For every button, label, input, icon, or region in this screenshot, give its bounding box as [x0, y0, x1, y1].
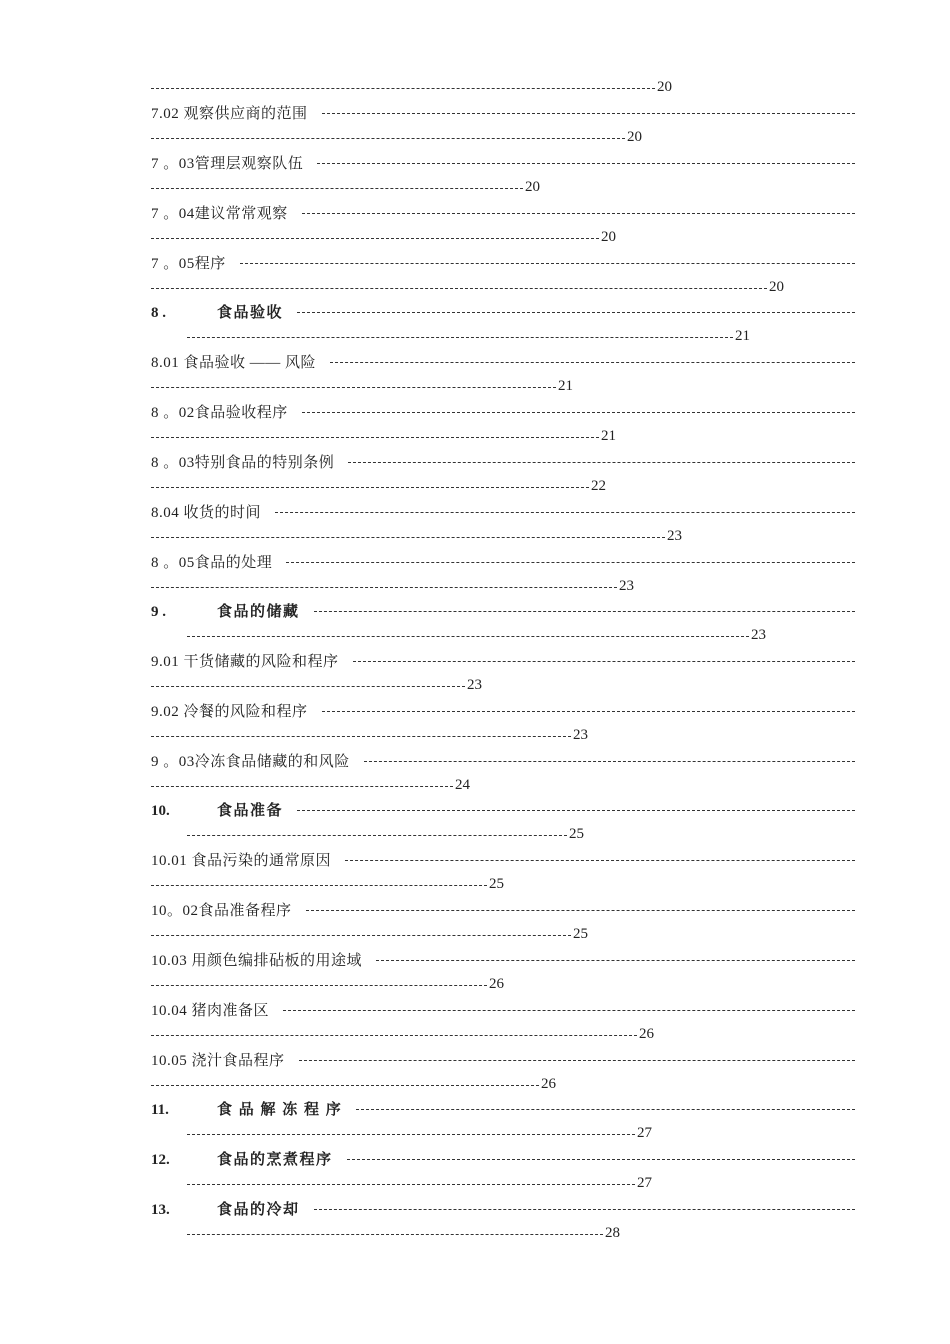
- dot-leader: [330, 362, 855, 363]
- toc-entry-title-line: [151, 1147, 855, 1169]
- page-number: 21: [735, 327, 750, 344]
- dot-leader: [347, 1159, 855, 1160]
- toc-entry-leader-line: [187, 823, 584, 845]
- toc-entry-leader-line: [151, 923, 588, 945]
- section-number: 8 .: [151, 304, 166, 321]
- toc-subsection-entry[interactable]: [151, 151, 855, 201]
- toc-entry-title: 10.04 猪肉准备区: [151, 1002, 270, 1019]
- dot-leader: [151, 537, 665, 538]
- toc-subsection-entry[interactable]: [151, 500, 855, 550]
- toc-entry-leader-line: [151, 226, 616, 248]
- page-number: 23: [667, 527, 682, 544]
- dot-leader: [376, 960, 855, 961]
- toc-entry-title-line: [151, 649, 855, 671]
- dot-leader: [302, 213, 855, 214]
- toc-entry-title: 10.05 浇汁食品程序: [151, 1052, 285, 1069]
- toc-subsection-entry[interactable]: [151, 400, 855, 450]
- dot-leader: [151, 437, 599, 438]
- toc-entry-title: 8.01 食品验收 —— 风险: [151, 354, 317, 371]
- dot-leader: [302, 412, 855, 413]
- dot-leader: [306, 910, 855, 911]
- toc-entry-leader-line: [151, 475, 606, 497]
- toc-entry-title-line: [151, 251, 855, 273]
- toc-section-entry[interactable]: [151, 798, 855, 848]
- page-number: 20: [525, 178, 540, 195]
- section-title: 食品的储藏: [217, 603, 300, 620]
- page-number: 23: [573, 726, 588, 743]
- dot-leader: [314, 1209, 855, 1210]
- dot-leader: [283, 1010, 855, 1011]
- dot-leader: [151, 238, 599, 239]
- toc-entry-title: 9.01 干货储藏的风险和程序: [151, 653, 339, 670]
- toc-entry-leader-line: [187, 325, 750, 347]
- toc-subsection-entry[interactable]: [151, 948, 855, 998]
- dot-leader: [151, 587, 617, 588]
- toc-entry-title-line: [151, 898, 855, 920]
- dot-leader: [151, 786, 453, 787]
- dot-leader: [299, 1060, 855, 1061]
- toc-entry-title: [151, 600, 300, 621]
- toc-entry-title: 8 。03特别食品的特别条例: [151, 454, 335, 471]
- toc-entry-title-line: [151, 500, 855, 522]
- section-number: 13.: [151, 1201, 170, 1218]
- page-number: 24: [455, 776, 470, 793]
- toc-entry-title-line: [151, 1048, 855, 1070]
- toc-entry-title: 8 。02食品验收程序: [151, 404, 288, 421]
- dot-leader: [151, 1035, 637, 1036]
- section-number: 9 .: [151, 603, 166, 620]
- page-number: 20: [601, 228, 616, 245]
- dot-leader: [187, 1184, 635, 1185]
- section-number: 12.: [151, 1151, 170, 1168]
- dot-leader: [240, 263, 855, 264]
- toc-entry-title-line: [151, 1197, 855, 1219]
- dot-leader: [187, 337, 733, 338]
- dot-leader: [317, 163, 855, 164]
- dot-leader: [356, 1109, 855, 1110]
- toc-entry-leader-line: [151, 525, 682, 547]
- toc-entry-leader-line: [151, 973, 504, 995]
- dot-leader: [187, 1234, 603, 1235]
- dot-leader: [187, 636, 749, 637]
- toc-entry-leader-line: [151, 1073, 556, 1095]
- toc-subsection-entry[interactable]: [151, 898, 855, 948]
- section-title: 食品验收: [217, 304, 284, 321]
- toc-subsection-entry[interactable]: [151, 201, 855, 251]
- toc-entry-leader-line: [151, 1023, 654, 1045]
- page-number: 25: [569, 825, 584, 842]
- toc-entry-leader-line: [151, 126, 642, 148]
- dot-leader: [151, 985, 487, 986]
- toc-entry-leader-line: [151, 774, 470, 796]
- dot-leader: [348, 462, 855, 463]
- dot-leader: [151, 736, 571, 737]
- page-number: 21: [601, 427, 616, 444]
- toc-entry-title-line: [151, 400, 855, 422]
- dot-leader: [151, 88, 655, 89]
- toc-entry-title: 9.02 冷餐的风险和程序: [151, 703, 308, 720]
- page-number: 20: [657, 78, 672, 95]
- toc-subsection-entry[interactable]: [151, 1048, 855, 1098]
- dot-leader: [151, 885, 487, 886]
- dot-leader: [353, 661, 855, 662]
- page-number: 27: [637, 1124, 652, 1141]
- toc-entry-leader-line: [151, 873, 504, 895]
- page-number: 20: [769, 278, 784, 295]
- toc-entry-title: 9 。03冷冻食品储藏的和风险: [151, 753, 350, 770]
- toc-entry-title: [151, 1098, 342, 1119]
- toc-subsection-entry[interactable]: [151, 450, 855, 500]
- toc-entry-title: 8.04 收货的时间: [151, 504, 262, 521]
- toc-entry-leader-line: [187, 624, 766, 646]
- toc-entry-title-line: [151, 1097, 855, 1119]
- toc-entry-title-line: [151, 798, 855, 820]
- toc-entry-title: 7 。05程序: [151, 255, 226, 272]
- dot-leader: [151, 487, 589, 488]
- page-number: 26: [541, 1075, 556, 1092]
- toc-section-entry[interactable]: [151, 300, 855, 350]
- toc-entry-title-line: [151, 350, 855, 372]
- dot-leader: [345, 860, 855, 861]
- toc-entry-title-line: [151, 749, 855, 771]
- toc-subsection-entry[interactable]: [151, 251, 855, 301]
- toc-section-entry[interactable]: [151, 599, 855, 649]
- dot-leader: [275, 512, 855, 513]
- toc-entry-leader-line: [151, 575, 634, 597]
- dot-leader: [297, 810, 855, 811]
- toc-subsection-entry[interactable]: [151, 550, 855, 600]
- toc-entry-title-line: [151, 550, 855, 572]
- section-number: 10.: [151, 802, 170, 819]
- toc-entry-title: 7 。04建议常常观察: [151, 205, 288, 222]
- dot-leader: [314, 611, 855, 612]
- toc-subsection-entry[interactable]: [151, 848, 855, 898]
- toc-entry-title: [151, 799, 283, 820]
- dot-leader: [187, 1134, 635, 1135]
- dot-leader: [151, 387, 556, 388]
- toc-entry-title: 10。02食品准备程序: [151, 902, 292, 919]
- page-number: 22: [591, 477, 606, 494]
- dot-leader: [151, 138, 625, 139]
- toc-entry-title-line: [151, 699, 855, 721]
- toc-entry-leader-line: [151, 724, 588, 746]
- dot-leader: [187, 835, 567, 836]
- page-number: 27: [637, 1174, 652, 1191]
- page-number: 20: [627, 128, 642, 145]
- toc-subsection-entry[interactable]: [151, 350, 855, 400]
- page-number: 21: [558, 377, 573, 394]
- page-number: 28: [605, 1224, 620, 1241]
- toc-entry-title: 7 。03管理层观察队伍: [151, 155, 304, 172]
- dot-leader: [151, 935, 571, 936]
- dot-leader: [151, 188, 523, 189]
- toc-entry-title: 7.02 观察供应商的范围: [151, 105, 308, 122]
- toc-entry-title-line: [151, 101, 855, 123]
- toc-entry-leader-line: [151, 674, 482, 696]
- toc-entry-title-line: [151, 848, 855, 870]
- dot-leader: [151, 686, 465, 687]
- toc-entry-title-line: [151, 998, 855, 1020]
- toc-subsection-entry[interactable]: [151, 101, 855, 151]
- section-title: 食品的冷却: [217, 1201, 300, 1218]
- page-number: 25: [573, 925, 588, 942]
- toc-subsection-entry[interactable]: [151, 649, 855, 699]
- toc-entry-leader-line: [151, 375, 573, 397]
- toc-entry-leader-line: [151, 425, 616, 447]
- toc-section-entry[interactable]: [151, 1197, 855, 1247]
- page-number: 23: [467, 676, 482, 693]
- toc-entry-title: 8 。05食品的处理: [151, 554, 273, 571]
- page-number: 26: [489, 975, 504, 992]
- toc-section-entry[interactable]: [151, 1097, 855, 1147]
- toc-entry-leader-line: [151, 276, 784, 298]
- toc-entry-title: [151, 301, 283, 322]
- page-number: 23: [619, 577, 634, 594]
- toc-entry-title: 10.01 食品污染的通常原因: [151, 852, 332, 869]
- page-number: 23: [751, 626, 766, 643]
- section-number: 11.: [151, 1101, 169, 1118]
- toc-entry-title-line: [151, 300, 855, 322]
- dot-leader: [151, 288, 767, 289]
- toc-entry-leader-line: [187, 1172, 652, 1194]
- toc-subsection-entry[interactable]: [151, 699, 855, 749]
- page-number: 25: [489, 875, 504, 892]
- dot-leader: [322, 113, 855, 114]
- toc-entry-title: 10.03 用颜色编排砧板的用途域: [151, 952, 363, 969]
- dot-leader: [322, 711, 855, 712]
- toc-entry-title-line: [151, 151, 855, 173]
- toc-entry-leader-line: [151, 176, 540, 198]
- dot-leader: [286, 562, 855, 563]
- toc-subsection-entry[interactable]: [151, 749, 855, 799]
- dot-leader: [364, 761, 855, 762]
- toc-entry-title-line: [151, 450, 855, 472]
- page-number: 26: [639, 1025, 654, 1042]
- toc-entry-title: [151, 1198, 300, 1219]
- toc-section-entry[interactable]: [151, 1147, 855, 1197]
- section-title: 食品准备: [217, 802, 284, 819]
- toc-entry-title-line: [151, 201, 855, 223]
- section-title: 食 品 解 冻 程 序: [217, 1101, 343, 1118]
- toc-entry-title-line: [151, 599, 855, 621]
- toc-entry-leader-line: [187, 1122, 652, 1144]
- toc-entry-leader-line: [187, 1222, 620, 1244]
- dot-leader: [151, 1085, 539, 1086]
- dot-leader: [297, 312, 855, 313]
- toc-entry-title-line: [151, 948, 855, 970]
- toc-continuation-line: [151, 76, 672, 98]
- section-title: 食品的烹煮程序: [217, 1151, 333, 1168]
- toc-entry-title: [151, 1148, 333, 1169]
- toc-subsection-entry[interactable]: [151, 998, 855, 1048]
